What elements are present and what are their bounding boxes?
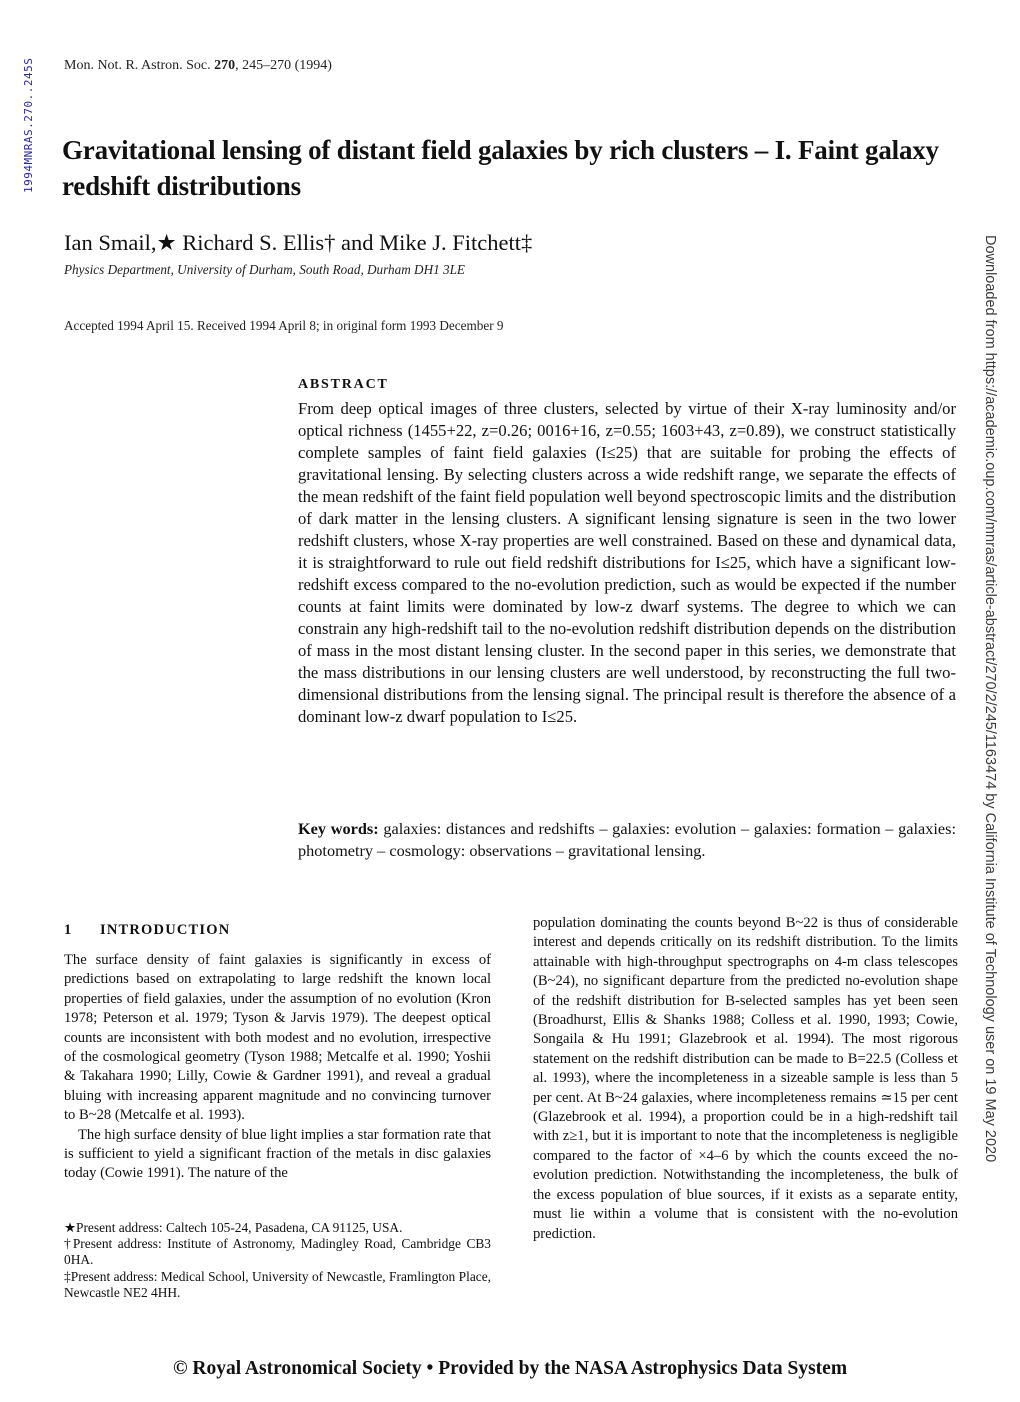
footnotes: [64, 1220, 491, 1301]
section-title: INTRODUCTION: [100, 922, 231, 938]
affiliation: Physics Department, University of Durham, South Road, Durham DH1 3LE: [64, 262, 465, 277]
abstract-heading: ABSTRACT: [298, 377, 389, 392]
keywords-label: Key words:: [298, 819, 379, 838]
footnote: ‡Present address: Medical School, University of Newcastle, Framlington Place, Newcastle NE2 4HH.: [64, 1268, 491, 1300]
journal-name: Mon. Not. R. Astron. Soc.: [64, 58, 211, 73]
journal-reference: [64, 58, 332, 74]
footnote: ★Present address: Caltech 105-24, Pasadena, CA 91125, USA.: [64, 1220, 403, 1235]
page-footer: © Royal Astronomical Society • Provided by the NASA Astrophysics Data System: [172, 1358, 848, 1379]
intro-left-column: [64, 951, 491, 1184]
intro-paragraph: The surface density of faint galaxies is significantly in excess of predictions based on extrapolating to large redshift the known local properties of field galaxies, under the assumption of no evolution (Kron 1978; Peterson et al. 1979; Tyson & Jarvis 1979). The deepest optical counts are inconsistent with both modest and no evolution, irrespective of the cosmological geometry (Tyson 1988; Metcalfe et al. 1990; Yoshii & Takahara 1990; Lilly, Cowie & Gardner 1991), and reveal a gradual bluing with increasing apparent magnitude and no convincing turnover to B~28 (Metcalfe et al. 1993).: [64, 952, 491, 1124]
section-heading: [64, 922, 230, 939]
intro-right-column: population dominating the counts beyond B~22 is thus of considerable interest and depends critically on its redshift distribution. To the limits attainable with high-throughput spectrographs on 4-m class telescopes (B~24), no significant departure from the predicted no-evolution shape of the redshift distribution for B-selected samples has yet been seen (Broadhurst, Ellis & Shanks 1988; Colless et al. 1990, 1993; Cowie, Songaila & Hu 1991; Glazebrook et al. 1994). The most rigorous statement on the redshift distribution can be made to B=22.5 (Colless et al. 1993), where the incompleteness in a sizeable sample is less than 5 per cent. At B~24 galaxies, where incompleteness remains ≃15 per cent (Glazebrook et al. 1994), a proportion could be in a high-redshift tail with z≥1, but it is important to note that the incompleteness is negligible compared to the factor of ×4–6 by which the counts exceed the no-evolution prediction. Notwithstanding the incompleteness, the bulk of the excess population of blue sources, if it exists as a separate entity, must lie within a volume that is consistent with the no-evolution prediction.: [533, 915, 958, 1242]
author-list: Ian Smail,★ Richard S. Ellis† and Mike J. Fitchett‡: [64, 230, 533, 255]
bibcode-stamp: 1994MNRAS.270..245S: [22, 57, 35, 194]
section-number: 1: [64, 922, 73, 938]
footnote: †Present address: Institute of Astronomy, Madingley Road, Cambridge CB3 0HA.: [64, 1236, 491, 1268]
journal-volume: 270: [214, 58, 236, 73]
journal-pages-year: , 245–270 (1994): [235, 58, 332, 73]
paper-title: Gravitational lensing of distant field galaxies by rich clusters – I. Faint galaxy redshift distributions: [62, 135, 939, 201]
keywords: [298, 818, 956, 862]
intro-paragraph: The high surface density of blue light implies a star formation rate that is sufficient to yield a significant fraction of the metals in disc galaxies today (Cowie 1991). The nature of the: [64, 1126, 491, 1182]
publication-dates: Accepted 1994 April 15. Received 1994 April 8; in original form 1993 December 9: [64, 318, 504, 333]
abstract-text: From deep optical images of three clusters, selected by virtue of their X-ray luminosity and/or optical richness (1455+22, z=0.26; 0016+16, z=0.55; 1603+43, z=0.89), we construct statistically complete samples of faint field galaxies (I≤25) that are suitable for probing the effects of gravitational lensing. By selecting clusters across a wide redshift range, we separate the effects of the mean redshift of the faint field population well beyond spectroscopic limits and the distribution of dark matter in the lensing clusters. A significant lensing signature is seen in the two lower redshift clusters, whose X-ray properties are well constrained. Based on these and dynamical data, it is straightforward to rule out field redshift distributions for I≤25, which have a significant low-redshift excess compared to the no-evolution prediction, such as would be expected if the number counts at faint limits were dominated by low-z dwarf systems. The degree to which we can constrain any high-redshift tail to the no-evolution redshift distribution depends on the distribution of mass in the most distant lensing cluster. In the second paper in this series, we demonstrate that the mass distributions in our lensing clusters are well understood, by reconstructing the full two-dimensional distributions from the lensing signal. The principal result is therefore the absence of a dominant low-z dwarf population to I≤25.: [298, 399, 956, 726]
download-watermark: Downloaded from https://academic.oup.com/mnras/article-abstract/270/2/245/1163474 by California Institute of Technology user on 19 May 2020: [982, 235, 998, 1163]
keywords-text: galaxies: distances and redshifts – galaxies: evolution – galaxies: formation – galaxies: photometry – cosmology: observations – gravitational lensing.: [298, 819, 956, 860]
